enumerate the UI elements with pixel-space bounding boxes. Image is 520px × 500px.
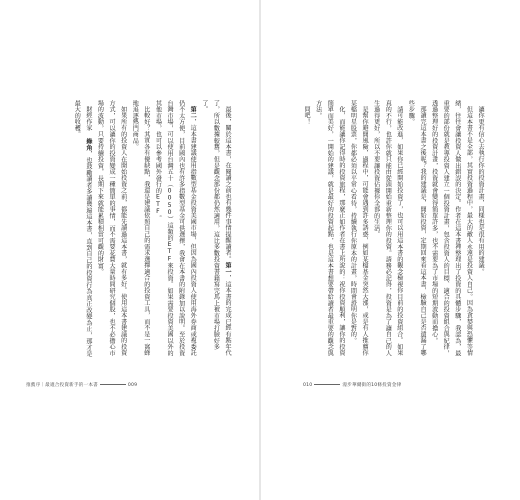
right-footer-title: 漫步華爾街的10條投資金律 bbox=[342, 383, 402, 388]
body-paragraph bbox=[198, 100, 233, 362]
bold-emphasis: 第二 bbox=[189, 106, 197, 119]
bold-emphasis: 第一 bbox=[224, 262, 231, 275]
text-run: 但這本書不是全部，其實投資過程中，最大的敵人永遠是投資人自己。因為貪婪與恐懼等情緒，往往會讓投資人做出錯誤的決定。作者在這本書裡整理出了投資的具體步驟，我認為，最重要的部份就是教導投資人建立一個投資計畫，包含投資人的目標、適合的投資組合與紀律，透過整理好的投資計畫，投資就會變得簡單許多，也不需要為了市場的短期波動而擔心。 bbox=[430, 100, 473, 357]
body-paragraph bbox=[152, 100, 198, 362]
left-footer-page-number: 009 bbox=[127, 383, 138, 388]
left-page-body-text bbox=[35, 100, 233, 362]
text-run: ，也鼓勵讀者多讀幾遍這本書，直到自己的投資行為真正改變為止，那才是最大的收穫。 bbox=[73, 100, 92, 357]
body-paragraph bbox=[94, 100, 129, 362]
right-page-body-text bbox=[296, 100, 486, 362]
text-run: 如果所有的投資人在開始投資之前，都能先讀過這本書，就有多好。使用這本書建議的投資方式，可以讓你的投資變成一種簡單的事情，而不需要花費大量時間研究個股，也不必擔心市場的波動，只要持續投資，長期下來就能累積相當可觀的財富。 bbox=[96, 100, 127, 357]
right-footer-page-number: 010 bbox=[303, 383, 313, 388]
text-run: 財經作家 bbox=[84, 106, 92, 139]
text-run: ，這本書的完成已經有點年代了，所以數據較舊，但是觀念部份都仍然適用，這比多數投資書籍寫完馬上被市場打臉好多了。 bbox=[200, 100, 231, 357]
left-footer-rule bbox=[100, 384, 126, 385]
left-footer-title: 推薦序｜最適合投資新手的一本書 bbox=[26, 383, 98, 388]
left-page-footer bbox=[26, 382, 137, 388]
text-run: 是幫你避開風險，過程中，可能會遇到許多誘惑，例如某檔基金突然大漲，或是有人推薦你某檔明星股票，你都必須以平常心看待，持續執行你原本的計畫，時間會證明你是對的。 bbox=[349, 100, 369, 357]
left-page bbox=[0, 0, 259, 500]
text-run: 比較好？其實各有優缺點，我還是建議依照自己的需求選擇適合的投資工具，而不是一窩蜂地追逐熱門商品。 bbox=[131, 100, 150, 357]
body-paragraph bbox=[405, 100, 428, 362]
text-run: ，這本書建議使用指數型基金投資美國市場，但因為國內投資人使用海外券商或複委託仍不太方便，目前國內也有許多指數型基金可供選擇，我會在本書的附錄加以說明。至於投資台灣市場，可以使用台灣五十（0050）這類的ETF來投資。如果需要投資美國以外的其他市場，也可以參考國外發行的ETF。 bbox=[154, 100, 197, 357]
body-paragraph bbox=[370, 100, 405, 362]
text-run: 請可能改進，如果你已經開始投資了，也可以用這本書的觀念檢視你目前的投資組合。如果真的不行，也許你就只能由從頭開始重新整理你的投資。請務必記得，投資是為了讓自己的人生過得更好，所以不要讓投資佔據你全部的生活。 bbox=[372, 100, 403, 357]
body-paragraph bbox=[71, 100, 94, 362]
text-run: 那讀完這本書之後呢？我的建議是，開始投資，定期回來看這本書，檢驗自己是否遺漏了哪些步驟。 bbox=[407, 100, 427, 357]
text-run: 讓你更有信心去執行你的投資計畫，同樣也是很有用的建議。 bbox=[477, 106, 484, 275]
right-page-footer bbox=[303, 382, 401, 388]
body-paragraph bbox=[129, 100, 152, 362]
body-paragraph bbox=[312, 100, 347, 362]
bold-emphasis: 綠角 bbox=[84, 138, 92, 151]
body-paragraph bbox=[474, 100, 486, 362]
right-page bbox=[261, 0, 520, 500]
body-paragraph bbox=[428, 100, 474, 362]
text-run: 問吧！ bbox=[303, 106, 311, 125]
right-footer-rule bbox=[314, 384, 340, 385]
body-paragraph bbox=[301, 100, 313, 362]
text-run: 化，而能讓你記得時的投資旅程，那麼正如作者在書上所說的：祝你投資順利，讓你的投資簡單而美好，一開始的建議，就是最好的投資起點，也是這本書想要帶給讀者最重要的觀念與方法。 bbox=[314, 100, 345, 357]
body-paragraph bbox=[347, 100, 370, 362]
text-run: 最後，關於這本書，在閱讀之前也有幾件事情提醒讀者。 bbox=[224, 106, 231, 263]
